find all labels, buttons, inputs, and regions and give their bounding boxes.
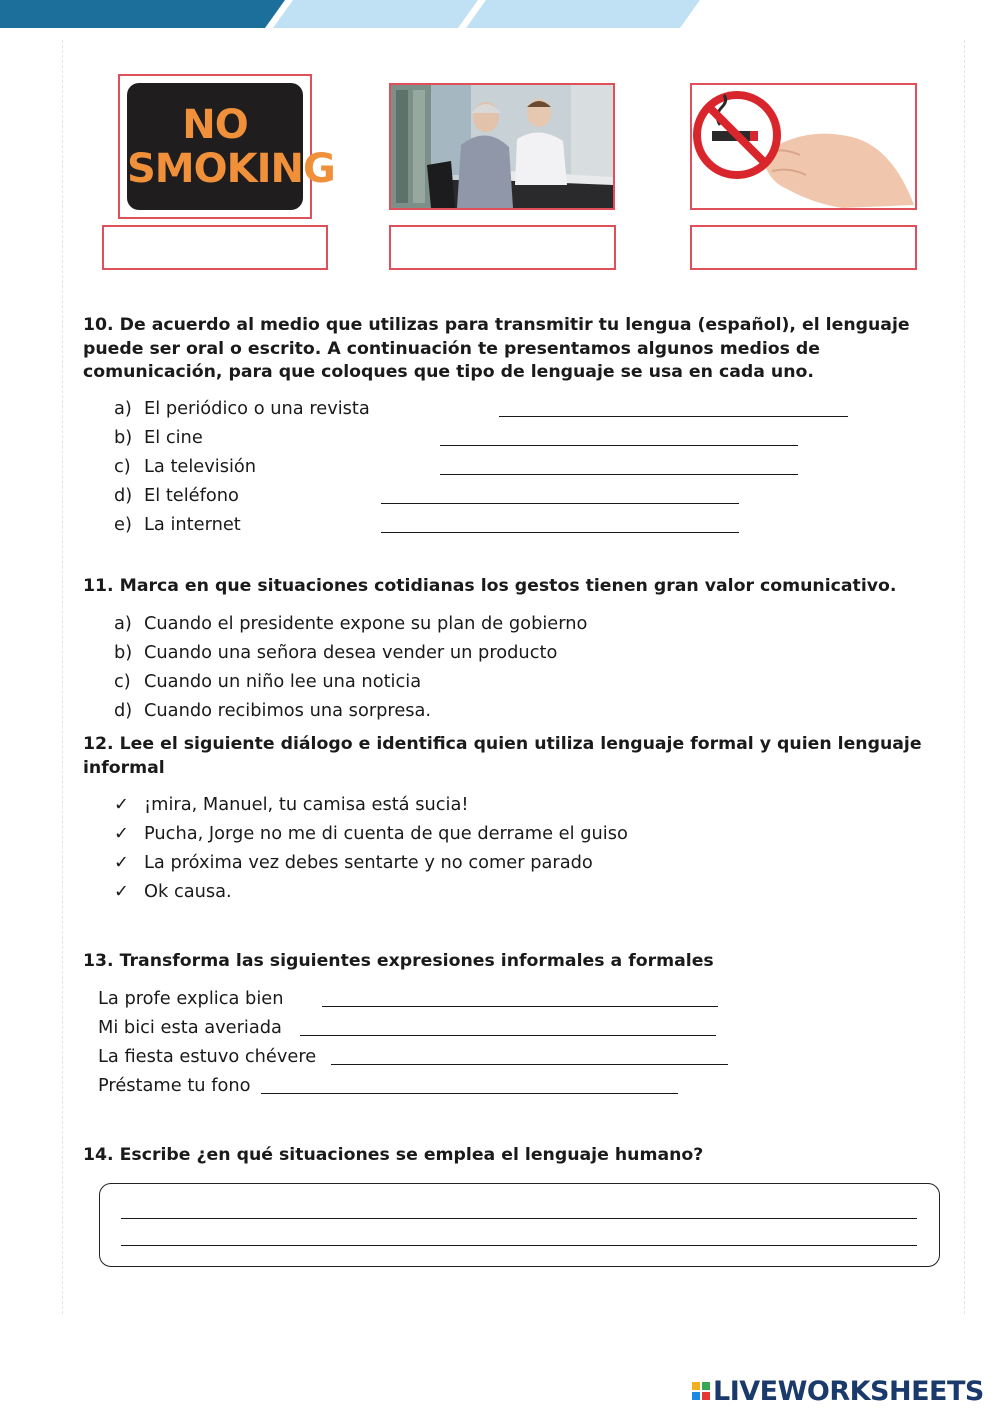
item-text: La próxima vez debes sentarte y no comer parado bbox=[144, 852, 593, 873]
item-label: a) bbox=[114, 398, 132, 419]
item-text: Cuando una señora desea vender un producto bbox=[144, 642, 558, 663]
answer-line[interactable] bbox=[300, 1035, 716, 1036]
item-text: Cuando un niño lee una noticia bbox=[144, 671, 422, 692]
list-item[interactable] bbox=[114, 699, 714, 723]
item-text: Pucha, Jorge no me di cuenta de que derrame el guiso bbox=[144, 823, 628, 844]
answer-box-2[interactable] bbox=[389, 225, 616, 270]
answer-line[interactable] bbox=[261, 1093, 678, 1094]
item-label: d) bbox=[114, 700, 133, 721]
expression-text: Mi bici esta averiada bbox=[98, 1017, 282, 1038]
question-14: 14. Escribe ¿en qué situaciones se emplea el lenguaje humano? bbox=[83, 1145, 704, 1165]
item-text: Ok causa. bbox=[144, 881, 232, 902]
item-label: e) bbox=[114, 514, 132, 535]
answer-line[interactable] bbox=[440, 474, 798, 475]
answer-line[interactable] bbox=[440, 445, 798, 446]
expression-text: La profe explica bien bbox=[98, 988, 284, 1009]
no-smoking-sign-image bbox=[118, 74, 335, 219]
list-item bbox=[114, 484, 374, 508]
expression-text: Préstame tu fono bbox=[98, 1075, 251, 1096]
answer-line[interactable] bbox=[331, 1064, 728, 1065]
item-label: a) bbox=[114, 613, 132, 634]
check-icon: ✓ bbox=[114, 852, 129, 873]
list-item[interactable] bbox=[114, 612, 714, 636]
list-item bbox=[114, 822, 754, 846]
list-item bbox=[114, 455, 434, 479]
list-item bbox=[114, 880, 754, 904]
writing-line bbox=[121, 1245, 917, 1246]
check-icon: ✓ bbox=[114, 823, 129, 844]
item-text: La televisión bbox=[144, 456, 257, 477]
office-meeting-photo bbox=[391, 85, 613, 208]
item-text: La internet bbox=[144, 514, 241, 535]
no-smoking-sign bbox=[127, 83, 335, 210]
item-label: d) bbox=[114, 485, 133, 506]
item-text: El teléfono bbox=[144, 485, 239, 506]
answer-text-area[interactable] bbox=[99, 1183, 940, 1267]
item-text: ¡mira, Manuel, tu camisa está sucia! bbox=[144, 794, 469, 815]
top-banner bbox=[0, 0, 1000, 28]
no-smoking-hand-icon bbox=[692, 85, 915, 208]
check-icon: ✓ bbox=[114, 881, 129, 902]
list-item bbox=[114, 397, 434, 421]
answer-line[interactable] bbox=[322, 1006, 718, 1007]
item-label: b) bbox=[114, 427, 133, 448]
item-text: El periódico o una revista bbox=[144, 398, 370, 419]
answer-box-3[interactable] bbox=[690, 225, 917, 270]
list-item bbox=[114, 513, 374, 537]
question-10: 10. De acuerdo al medio que utilizas para transmitir tu lengua (español), el lenguaje puede ser oral o escrito. A continuación te presentamos algunos medios de comunicación, para que coloques que tipo de lenguaje se usa en cada uno. bbox=[83, 315, 910, 382]
item-label: c) bbox=[114, 671, 131, 692]
question-11: 11. Marca en que situaciones cotidianas los gestos tienen gran valor comunicativo. bbox=[83, 576, 897, 596]
sign-text-line2: SMOKING bbox=[127, 145, 335, 192]
list-item bbox=[114, 793, 754, 817]
list-item bbox=[114, 426, 434, 450]
answer-line[interactable] bbox=[499, 416, 848, 417]
page-margin-left bbox=[62, 40, 63, 1314]
item-label: b) bbox=[114, 642, 133, 663]
list-item[interactable] bbox=[114, 670, 714, 694]
list-item bbox=[114, 851, 754, 875]
list-item[interactable] bbox=[114, 641, 714, 665]
item-text: El cine bbox=[144, 427, 203, 448]
no-smoking-hand-image bbox=[690, 83, 917, 210]
sign-text-line1: NO bbox=[182, 101, 248, 148]
office-meeting-image bbox=[389, 83, 615, 210]
logo-text: LIVEWORKSHEETS bbox=[713, 1375, 984, 1407]
logo-badge-icon bbox=[692, 1382, 710, 1400]
answer-line[interactable] bbox=[381, 532, 739, 533]
check-icon: ✓ bbox=[114, 794, 129, 815]
answer-box-1[interactable] bbox=[102, 225, 328, 270]
item-text: Cuando recibimos una sorpresa. bbox=[144, 700, 432, 721]
liveworksheets-logo bbox=[692, 1376, 984, 1406]
page-margin-right bbox=[964, 40, 965, 1314]
writing-line bbox=[121, 1218, 917, 1219]
question-12: 12. Lee el siguiente diálogo e identifica quien utiliza lenguaje formal y quien lenguaje informal bbox=[83, 734, 922, 778]
answer-line[interactable] bbox=[381, 503, 739, 504]
item-text: Cuando el presidente expone su plan de gobierno bbox=[144, 613, 588, 634]
expression-text: La fiesta estuvo chévere bbox=[98, 1046, 317, 1067]
question-13: 13. Transforma las siguientes expresiones informales a formales bbox=[83, 951, 714, 971]
item-label: c) bbox=[114, 456, 131, 477]
